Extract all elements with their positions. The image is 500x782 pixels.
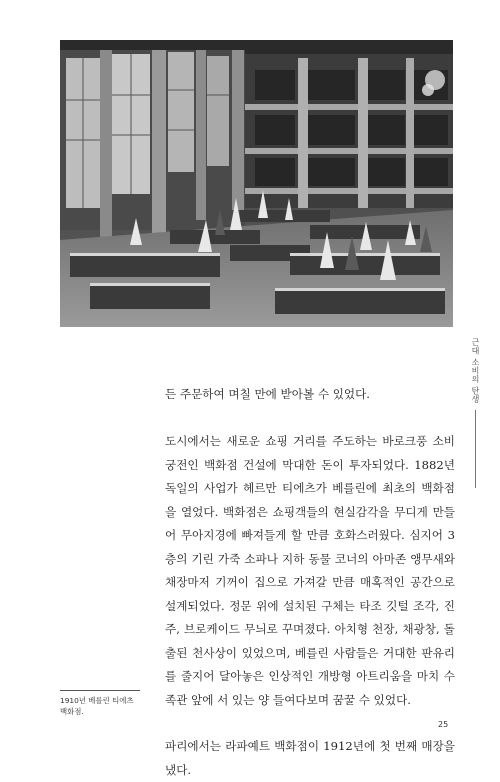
paragraph-2: 도시에서는 새로운 쇼핑 거리를 주도하는 바로크풍 소비 궁전인 백화점 건설에 막대한 돈이 투자되었다. 1882년 독일의 사업가 헤르만 티에츠가 베를린에 최초의 백화점을 열었다. 백화점은 쇼핑객들의 현실감각을 무디게 만들어 무아지경에 빠져들게 할 만큼 호화스러웠다. 심지어 3층의 기린 가죽 소파나 지하 동물 코너의 아마존 앵무새와 채장마저 기꺼이 집으로 가져갈 만큼 매혹적인 공간으로 설계되었다. 정문 위에 설치된 구체는 타조 깃털 조각, 진주, 브로케이드 무늬로 꾸며졌다. 아치형 천장, 채광창, 돌출된 천사상이 있었으며, 베를린 사람들은 거대한 판유리를 줄지어 달아놓은 인상적인 개방형 아트리움을 마치 수족관 앞에 서 있는 양 들여다보며 꿈꿀 수 있었다. bbox=[165, 434, 455, 707]
figure-caption bbox=[60, 690, 140, 717]
running-head bbox=[470, 338, 481, 488]
caption-line-2: 백화점. bbox=[60, 707, 84, 716]
paragraph-3: 파리에서는 라파예트 백화점이 1912년에 첫 번째 매장을 냈다. bbox=[165, 739, 455, 777]
page-number: 25 bbox=[438, 720, 449, 729]
running-head-text: 근대 소비의 탄생 bbox=[471, 338, 480, 404]
department-store-interior-image bbox=[60, 40, 453, 327]
paragraph-1: 든 주문하여 며칠 만에 받아볼 수 있었다. bbox=[165, 387, 370, 401]
running-head-rule bbox=[475, 410, 476, 488]
figure-photo bbox=[60, 40, 453, 327]
caption-line-1: 1910년 베를린 티에츠 bbox=[60, 696, 134, 705]
caption-rule bbox=[60, 690, 140, 691]
body-text bbox=[165, 383, 455, 782]
